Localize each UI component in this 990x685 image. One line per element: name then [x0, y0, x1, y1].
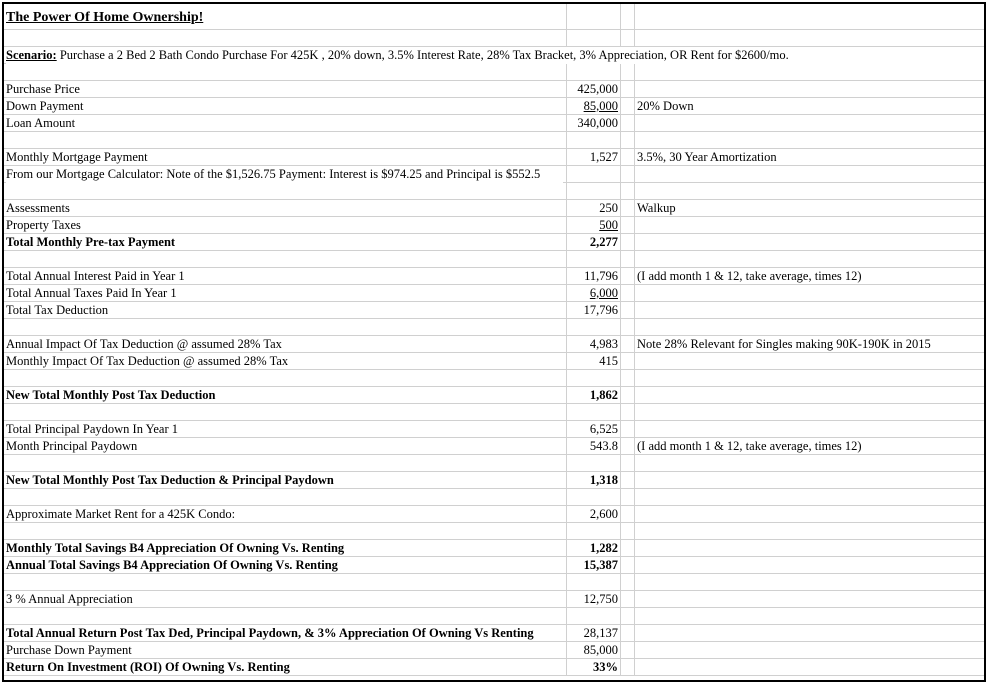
cell[interactable]: [620, 166, 635, 182]
table-row: [4, 149, 984, 166]
cell[interactable]: [634, 591, 984, 607]
cell[interactable]: [634, 30, 984, 46]
cell[interactable]: [620, 489, 635, 505]
row-note[interactable]: (I add month 1 & 12, take average, times 12): [634, 268, 984, 284]
cell[interactable]: [634, 472, 984, 488]
table-row: [4, 438, 984, 455]
cell[interactable]: [634, 455, 984, 471]
row-value-text: 6,000: [589, 286, 618, 300]
cell[interactable]: [620, 98, 635, 114]
cell[interactable]: [620, 455, 635, 471]
row-label[interactable]: Annual Impact Of Tax Deduction @ assumed 28% Tax: [6, 337, 282, 351]
cell[interactable]: [620, 319, 635, 335]
cell[interactable]: [620, 268, 635, 284]
cell[interactable]: [4, 251, 566, 267]
scenario-text: Purchase a 2 Bed 2 Bath Condo Purchase For 425K , 20% down, 3.5% Interest Rate, 28% Tax Bracket, 3% Appreciation, OR Rent for $2600/mo.: [56, 48, 789, 62]
row-value[interactable]: 4,983: [566, 336, 620, 352]
cell[interactable]: [4, 608, 566, 624]
cell[interactable]: [620, 64, 635, 80]
row-value[interactable]: 28,137: [566, 625, 620, 641]
scenario-cell[interactable]: [6, 47, 984, 64]
row-label[interactable]: Purchase Price: [6, 82, 80, 96]
blank-row: [4, 574, 984, 591]
cell[interactable]: [620, 353, 635, 369]
cell[interactable]: [634, 642, 984, 658]
row-value[interactable]: [566, 98, 620, 114]
page-title-cell[interactable]: [4, 4, 566, 29]
cell[interactable]: [620, 302, 635, 318]
cell[interactable]: [634, 557, 984, 573]
cell[interactable]: [620, 217, 635, 233]
cell[interactable]: [566, 64, 620, 80]
cell[interactable]: [634, 302, 984, 318]
table-row: [4, 506, 984, 523]
row-value[interactable]: 33%: [566, 659, 620, 675]
row-label[interactable]: Total Tax Deduction: [6, 303, 109, 317]
table-row: [4, 353, 984, 370]
row-label[interactable]: Purchase Down Payment: [6, 643, 132, 657]
page-title: The Power Of Home Ownership!: [6, 10, 204, 25]
cell[interactable]: [620, 183, 635, 199]
table-row: [4, 659, 984, 676]
row-value[interactable]: 1,318: [566, 472, 620, 488]
cell[interactable]: [634, 183, 984, 199]
cell[interactable]: [4, 404, 566, 420]
cell[interactable]: [4, 370, 566, 386]
cell[interactable]: [620, 336, 635, 352]
cell[interactable]: [566, 574, 620, 590]
cell[interactable]: [634, 217, 984, 233]
row-value[interactable]: [566, 285, 620, 301]
table-row: [4, 625, 984, 642]
cell[interactable]: [620, 387, 635, 403]
cell[interactable]: [634, 353, 984, 369]
row-note[interactable]: Walkup: [634, 200, 984, 216]
table-row: [4, 217, 984, 234]
cell[interactable]: [4, 30, 566, 46]
row-label[interactable]: Total Annual Return Post Tax Ded, Principal Paydown, & 3% Appreciation Of Owning Vs Renting: [6, 626, 534, 640]
cell[interactable]: [566, 30, 620, 46]
row-value[interactable]: 340,000: [566, 115, 620, 131]
row-label[interactable]: New Total Monthly Post Tax Deduction & Principal Paydown: [6, 473, 334, 487]
cell[interactable]: [620, 200, 635, 216]
cell[interactable]: [620, 574, 635, 590]
cell[interactable]: [620, 404, 635, 420]
cell[interactable]: [634, 251, 984, 267]
table-row: [4, 336, 984, 353]
row-label[interactable]: Monthly Impact Of Tax Deduction @ assumed 28% Tax: [6, 354, 289, 368]
cell[interactable]: [634, 64, 984, 80]
row-value[interactable]: 1,527: [566, 149, 620, 165]
cell[interactable]: [620, 30, 635, 46]
cell[interactable]: [620, 472, 635, 488]
cell[interactable]: [4, 64, 566, 80]
row-label[interactable]: Total Principal Paydown In Year 1: [6, 422, 179, 436]
row-label[interactable]: Assessments: [6, 201, 70, 215]
cell[interactable]: [4, 132, 566, 148]
blank-row: [4, 319, 984, 336]
table-row: [4, 115, 984, 132]
row-label[interactable]: Loan Amount: [6, 116, 76, 130]
cell[interactable]: [634, 115, 984, 131]
cell[interactable]: [566, 4, 620, 29]
blank-row: [4, 183, 984, 200]
table-row: [4, 421, 984, 438]
row-value[interactable]: 1,282: [566, 540, 620, 556]
row-label[interactable]: From our Mortgage Calculator: Note of the $1,526.75 Payment: Interest is $974.25 and Principal is $552.5: [6, 166, 563, 183]
row-value[interactable]: 250: [566, 200, 620, 216]
cell[interactable]: [634, 81, 984, 97]
row-value[interactable]: 17,796: [566, 302, 620, 318]
cell[interactable]: [634, 574, 984, 590]
row-note[interactable]: 20% Down: [634, 98, 984, 114]
blank-row: [4, 523, 984, 540]
cell[interactable]: [620, 506, 635, 522]
cell[interactable]: [620, 251, 635, 267]
cell[interactable]: [620, 438, 635, 454]
cell[interactable]: [4, 319, 566, 335]
cell[interactable]: [620, 132, 635, 148]
row-label[interactable]: Down Payment: [6, 99, 84, 113]
row-value[interactable]: 425,000: [566, 81, 620, 97]
row-label[interactable]: Annual Total Savings B4 Appreciation Of Owning Vs. Renting: [6, 558, 338, 572]
row-value[interactable]: 2,600: [566, 506, 620, 522]
cell[interactable]: [566, 608, 620, 624]
row-label[interactable]: Approximate Market Rent for a 425K Condo:: [6, 507, 236, 521]
cell[interactable]: [620, 285, 635, 301]
cell[interactable]: [620, 370, 635, 386]
row-value[interactable]: 2,277: [566, 234, 620, 250]
table-row: [4, 302, 984, 319]
row-label[interactable]: Month Principal Paydown: [6, 439, 138, 453]
cell[interactable]: [620, 659, 635, 675]
cell[interactable]: [634, 506, 984, 522]
cell[interactable]: [4, 489, 566, 505]
cell[interactable]: [566, 183, 620, 199]
blank-row: [4, 608, 984, 625]
row-note[interactable]: (I add month 1 & 12, take average, times 12): [634, 438, 984, 454]
row-label[interactable]: Total Monthly Pre-tax Payment: [6, 235, 176, 249]
spreadsheet: [2, 2, 986, 682]
cell[interactable]: [566, 404, 620, 420]
row-value[interactable]: 12,750: [566, 591, 620, 607]
table-row: [4, 268, 984, 285]
row-value[interactable]: 15,387: [566, 557, 620, 573]
cell[interactable]: [620, 4, 635, 29]
table-row: [4, 81, 984, 98]
table-row: [4, 200, 984, 217]
cell[interactable]: [634, 404, 984, 420]
row-value[interactable]: [566, 217, 620, 233]
cell[interactable]: [634, 608, 984, 624]
cell[interactable]: [634, 370, 984, 386]
scenario-label: Scenario:: [6, 48, 57, 62]
blank-row: [4, 64, 984, 81]
row-label[interactable]: Total Annual Interest Paid in Year 1: [6, 269, 185, 283]
title-row: [4, 4, 984, 30]
row-value[interactable]: 1,862: [566, 387, 620, 403]
row-note[interactable]: Note 28% Relevant for Singles making 90K-190K in 2015: [634, 336, 984, 352]
cell[interactable]: [566, 455, 620, 471]
cell[interactable]: [634, 319, 984, 335]
blank-row: [4, 455, 984, 472]
cell[interactable]: [634, 540, 984, 556]
cell[interactable]: [634, 659, 984, 675]
table-row: [4, 591, 984, 608]
cell[interactable]: [566, 489, 620, 505]
cell[interactable]: [4, 574, 566, 590]
cell[interactable]: [634, 421, 984, 437]
cell[interactable]: [634, 4, 984, 29]
row-label[interactable]: New Total Monthly Post Tax Deduction: [6, 388, 216, 402]
table-row: [4, 285, 984, 302]
cell[interactable]: [634, 132, 984, 148]
table-row: [4, 642, 984, 659]
cell[interactable]: [634, 166, 984, 182]
cell[interactable]: [566, 132, 620, 148]
row-value[interactable]: 6,525: [566, 421, 620, 437]
table-row: [4, 557, 984, 574]
table-row: [4, 472, 984, 489]
blank-row: [4, 404, 984, 421]
cell[interactable]: [620, 625, 635, 641]
row-label[interactable]: 3 % Annual Appreciation: [6, 592, 133, 606]
row-value-text: 85,000: [583, 99, 618, 113]
cell[interactable]: [620, 115, 635, 131]
cell[interactable]: [620, 642, 635, 658]
table-row: [4, 387, 984, 404]
cell[interactable]: [566, 166, 620, 182]
row-value[interactable]: 11,796: [566, 268, 620, 284]
row-label[interactable]: Property Taxes: [6, 218, 81, 232]
row-label[interactable]: Monthly Total Savings B4 Appreciation Of Owning Vs. Renting: [6, 541, 345, 555]
cell[interactable]: [620, 234, 635, 250]
cell[interactable]: [634, 625, 984, 641]
cell[interactable]: [620, 523, 635, 539]
cell[interactable]: [620, 81, 635, 97]
cell[interactable]: [634, 387, 984, 403]
scenario-row: [4, 47, 984, 64]
cell[interactable]: [634, 285, 984, 301]
cell[interactable]: [634, 489, 984, 505]
row-value[interactable]: 415: [566, 353, 620, 369]
cell[interactable]: [634, 234, 984, 250]
blank-row: [4, 370, 984, 387]
cell[interactable]: [620, 540, 635, 556]
cell[interactable]: [566, 370, 620, 386]
table-row: [4, 540, 984, 557]
row-note[interactable]: 3.5%, 30 Year Amortization: [634, 149, 984, 165]
cell[interactable]: [566, 251, 620, 267]
blank-row: [4, 132, 984, 149]
cell[interactable]: [620, 149, 635, 165]
row-value[interactable]: 85,000: [566, 642, 620, 658]
row-label[interactable]: Total Annual Taxes Paid In Year 1: [6, 286, 177, 300]
blank-row: [4, 489, 984, 506]
table-row: [4, 98, 984, 115]
cell[interactable]: [4, 455, 566, 471]
table-row: [4, 234, 984, 251]
row-value[interactable]: 543.8: [566, 438, 620, 454]
row-value-text: 500: [599, 218, 618, 232]
table-row: [4, 166, 984, 183]
cell[interactable]: [566, 319, 620, 335]
cell[interactable]: [566, 523, 620, 539]
cell[interactable]: [4, 523, 566, 539]
blank-row: [4, 30, 984, 47]
cell[interactable]: [620, 557, 635, 573]
cell[interactable]: [620, 421, 635, 437]
cell[interactable]: [4, 183, 566, 199]
cell[interactable]: [620, 591, 635, 607]
cell[interactable]: [634, 523, 984, 539]
row-label[interactable]: Monthly Mortgage Payment: [6, 150, 148, 164]
blank-row: [4, 251, 984, 268]
row-label[interactable]: Return On Investment (ROI) Of Owning Vs. Renting: [6, 660, 290, 674]
cell[interactable]: [620, 608, 635, 624]
